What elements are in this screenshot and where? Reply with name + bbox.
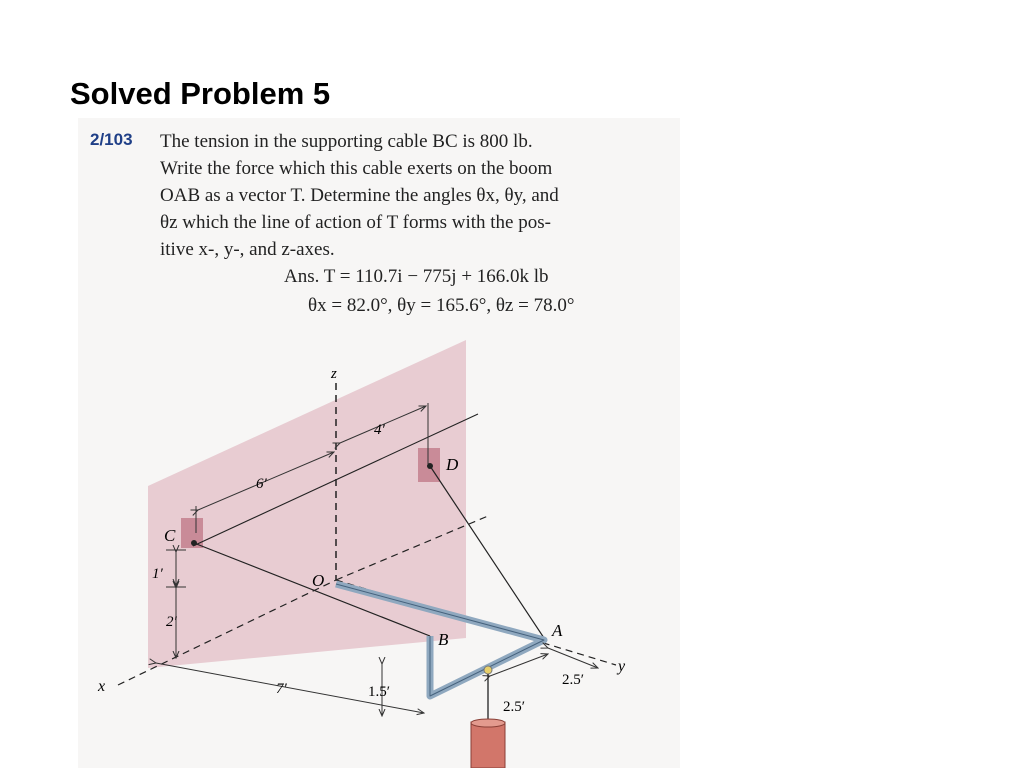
problem-line-4: θz which the line of action of T forms with the pos- (160, 212, 551, 233)
dim-6ft-label: 6′ (256, 476, 267, 492)
z-axis-label: z (331, 366, 337, 382)
weight-top (471, 719, 505, 727)
problem-number: 2/103 (90, 130, 133, 149)
problem-line-1: The tension in the supporting cable BC is 800 lb. (160, 131, 533, 152)
back-wall (148, 340, 466, 668)
dim-1-5ft-label: 1.5′ (368, 684, 391, 700)
slide-title: Solved Problem 5 (70, 76, 331, 111)
hanger-ring (484, 666, 492, 674)
dim-4ft-label: 4′ (374, 422, 385, 438)
dim-2ft-label: 2′ (166, 614, 177, 630)
point-b-label: B (438, 630, 449, 649)
point-a-label: A (552, 621, 563, 640)
dim-2-5ft-a-label: 2.5′ (562, 672, 585, 688)
answer-vector: Ans. T = 110.7i − 775j + 166.0k lb (284, 266, 549, 287)
problem-line-5: itive x-, y-, and z-axes. (160, 239, 335, 260)
dim-1ft-label: 1′ (152, 566, 163, 582)
dim-7ft-label: 7′ (276, 681, 287, 697)
y-axis-label: y (618, 658, 626, 675)
figure-diagram (78, 118, 680, 768)
point-c-label: C (164, 526, 176, 545)
dim-line-2-5ft-a (548, 648, 598, 668)
hanging-weight (471, 722, 505, 768)
problem-line-3: OAB as a vector T. Determine the angles θx, θy, and (160, 185, 559, 206)
textbook-scan (78, 118, 680, 768)
dim-2-5ft-b-label: 2.5′ (503, 699, 526, 715)
point-o-label: O (312, 571, 325, 590)
point-d-label: D (446, 455, 459, 474)
x-axis-label: x (98, 678, 106, 695)
answer-angles: θx = 82.0°, θy = 165.6°, θz = 78.0° (308, 295, 575, 316)
problem-line-2: Write the force which this cable exerts on the boom (160, 158, 553, 179)
